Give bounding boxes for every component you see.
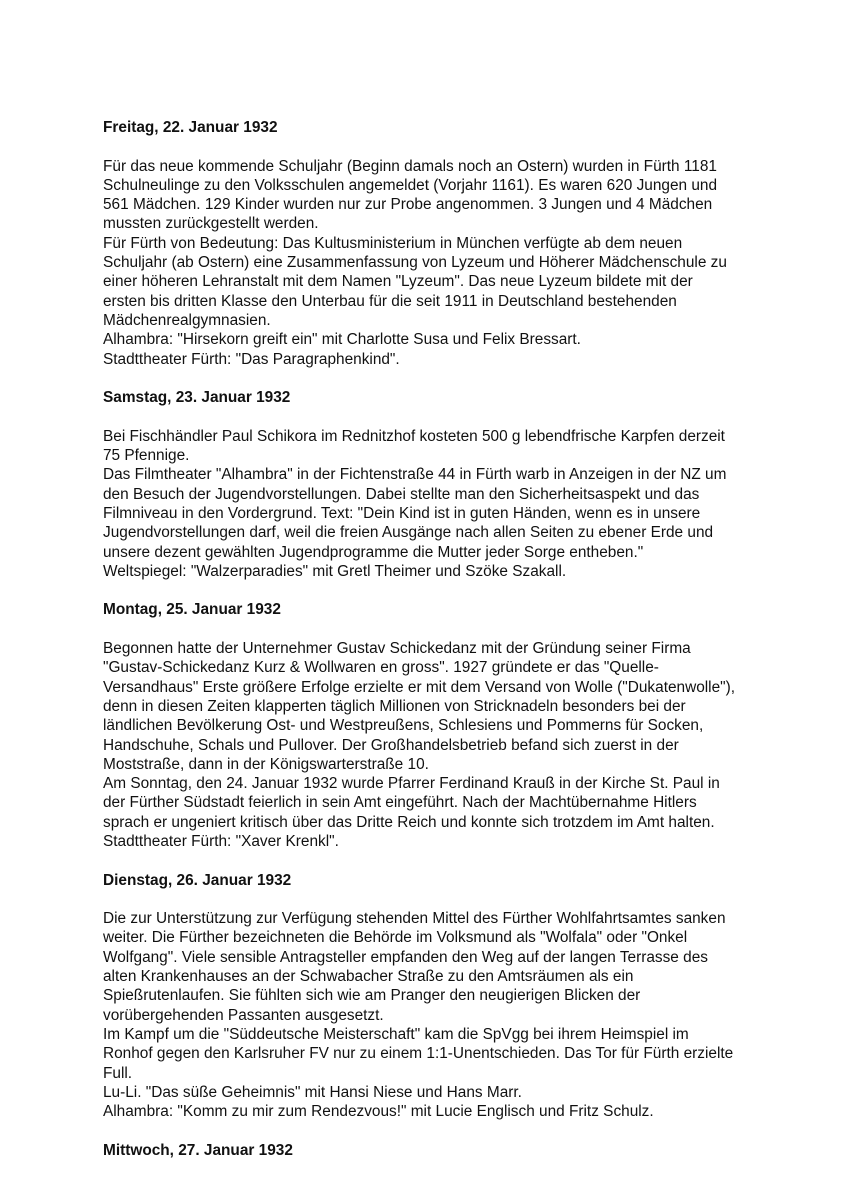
text-line: Jugendvorstellungen darf, weil die freien Ausgänge nach allen Seiten zu ebener Erde und [103, 524, 714, 542]
text-line: 75 Pfennige. [103, 447, 190, 465]
text-line: weiter. Die Fürther bezeichneten die Behörde im Volksmund als "Wolfala" oder "Onkel [103, 929, 688, 947]
text-line: alten Krankenhauses an der Schwabacher Straße zu den Amtsräumen als ein [103, 968, 634, 986]
text-line: mussten zurückgestellt werden. [103, 215, 319, 233]
text-line: Für Fürth von Bedeutung: Das Kultusministerium in München verfügte ab dem neuen [103, 234, 683, 252]
text-line: Handschuhe, Schals und Pullover. Der Großhandelsbetrieb befand sich zuerst in der [103, 736, 679, 754]
entry-2701 [103, 1141, 743, 1160]
text-line: Wolfgang". Viele sensible Antragsteller empfanden den Weg auf der langen Terrasse des [103, 948, 708, 966]
text-line: Mädchenrealgymnasien. [103, 311, 271, 329]
text-line: Full. [103, 1064, 133, 1082]
text-line: Das Filmtheater "Alhambra" in der Fichtenstraße 44 in Fürth warb in Anzeigen in der NZ um [103, 466, 727, 484]
text-line: ländlichen Bevölkerung Ost- und Westpreußens, Schlesiens und Pommerns für Socken, [103, 717, 704, 735]
text-line: Filmniveau in den Vordergrund. Text: "Dein Kind ist in guten Händen, wenn es in unsere [103, 504, 701, 522]
text-line: der Fürther Südstadt feierlich in sein Amt eingeführt. Nach der Machtübernahme Hitlers [103, 794, 697, 812]
text-line: Weltspiegel: "Walzerparadies" mit Gretl Theimer und Szöke Szakall. [103, 562, 567, 580]
text-line: Stadttheater Fürth: "Xaver Krenkl". [103, 832, 339, 850]
text-line: einer höheren Lehranstalt mit dem Namen "Lyzeum". Das neue Lyzeum bildete mit der [103, 273, 693, 291]
text-line: den Besuch der Jugendvorstellungen. Dabei stellte man den Sicherheitsaspekt und das [103, 485, 700, 503]
text-line: Im Kampf um die "Süddeutsche Meisterschaft" kam die SpVgg bei ihrem Heimspiel im [103, 1025, 689, 1043]
entry-2501 [103, 600, 743, 851]
text-line: Die zur Unterstützung zur Verfügung stehenden Mittel des Fürther Wohlfahrtsamtes sanken [103, 910, 726, 928]
text-line: Lu-Li. "Das süße Geheimnis" mit Hansi Niese und Hans Marr. [103, 1083, 522, 1101]
text-line: Alhambra: "Komm zu mir zum Rendezvous!" mit Lucie Englisch und Fritz Schulz. [103, 1103, 654, 1121]
text-line: 561 Mädchen. 129 Kinder wurden nur zur Probe angenommen. 3 Jungen und 4 Mädchen [103, 196, 713, 214]
text-line: Schulneulinge zu den Volksschulen angemeldet (Vorjahr 1161). Es waren 620 Jungen und [103, 176, 718, 194]
entry-date: Montag, 25. Januar 1932 [103, 601, 281, 619]
entry-date: Dienstag, 26. Januar 1932 [103, 871, 292, 889]
text-line: Stadttheater Fürth: "Das Paragraphenkind". [103, 350, 400, 368]
entry-text [103, 157, 743, 369]
entry-date: Samstag, 23. Januar 1932 [103, 389, 291, 407]
text-line: Versandhaus" Erste größere Erfolge erzielte er mit dem Versand von Wolle ("Dukatenwolle"), [103, 678, 736, 696]
text-line: unsere dezent gewählten Jugendprogramme die Mutter jeder Sorge entheben." [103, 543, 644, 561]
text-line: vorübergehenden Passanten ausgesetzt. [103, 1006, 384, 1024]
text-line: "Gustav-Schickedanz Kurz & Wollwaren en gross". 1927 gründete er das "Quelle- [103, 659, 659, 677]
text-line: Begonnen hatte der Unternehmer Gustav Schickedanz mit der Gründung seiner Firma [103, 640, 691, 658]
entry-text [103, 639, 743, 851]
text-line: denn in diesen Zeiten klapperten täglich Millionen von Stricknadeln besonders bei der [103, 697, 686, 715]
text-line: Ronhof gegen den Karlsruher FV nur zu einem 1:1-Unentschieden. Das Tor für Fürth erzielte [103, 1045, 734, 1063]
text-line: Alhambra: "Hirsekorn greift ein" mit Charlotte Susa und Felix Bressart. [103, 331, 581, 349]
entry-2201 [103, 118, 743, 369]
entry-text [103, 427, 743, 581]
text-line: sprach er ungeniert kritisch über das Dritte Reich und konnte sich trotzdem im Amt halten. [103, 813, 715, 831]
text-line: Bei Fischhändler Paul Schikora im Rednitzhof kosteten 500 g lebendfrische Karpfen derzeit [103, 427, 725, 445]
entry-text [103, 909, 743, 1121]
text-line: ersten bis dritten Klasse den Unterbau für die seit 1911 in Deutschland bestehenden [103, 292, 677, 310]
entry-2301 [103, 388, 743, 581]
text-line: Für das neue kommende Schuljahr (Beginn damals noch an Ostern) wurden in Fürth 1181 [103, 157, 717, 175]
text-line: Am Sonntag, den 24. Januar 1932 wurde Pfarrer Ferdinand Krauß in der Kirche St. Paul in [103, 775, 720, 793]
text-line: Schuljahr (ab Ostern) eine Zusammenfassung von Lyzeum und Höherer Mädchenschule zu [103, 254, 727, 272]
entry-date: Mittwoch, 27. Januar 1932 [103, 1141, 293, 1159]
text-line: Spießrutenlaufen. Sie fühlten sich wie am Pranger den neugierigen Blicken der [103, 987, 641, 1005]
entry-2601 [103, 871, 743, 1122]
text-line: Moststraße, dann in der Königswarterstraße 10. [103, 755, 429, 773]
document-page [103, 118, 743, 1179]
entry-date: Freitag, 22. Januar 1932 [103, 119, 278, 136]
